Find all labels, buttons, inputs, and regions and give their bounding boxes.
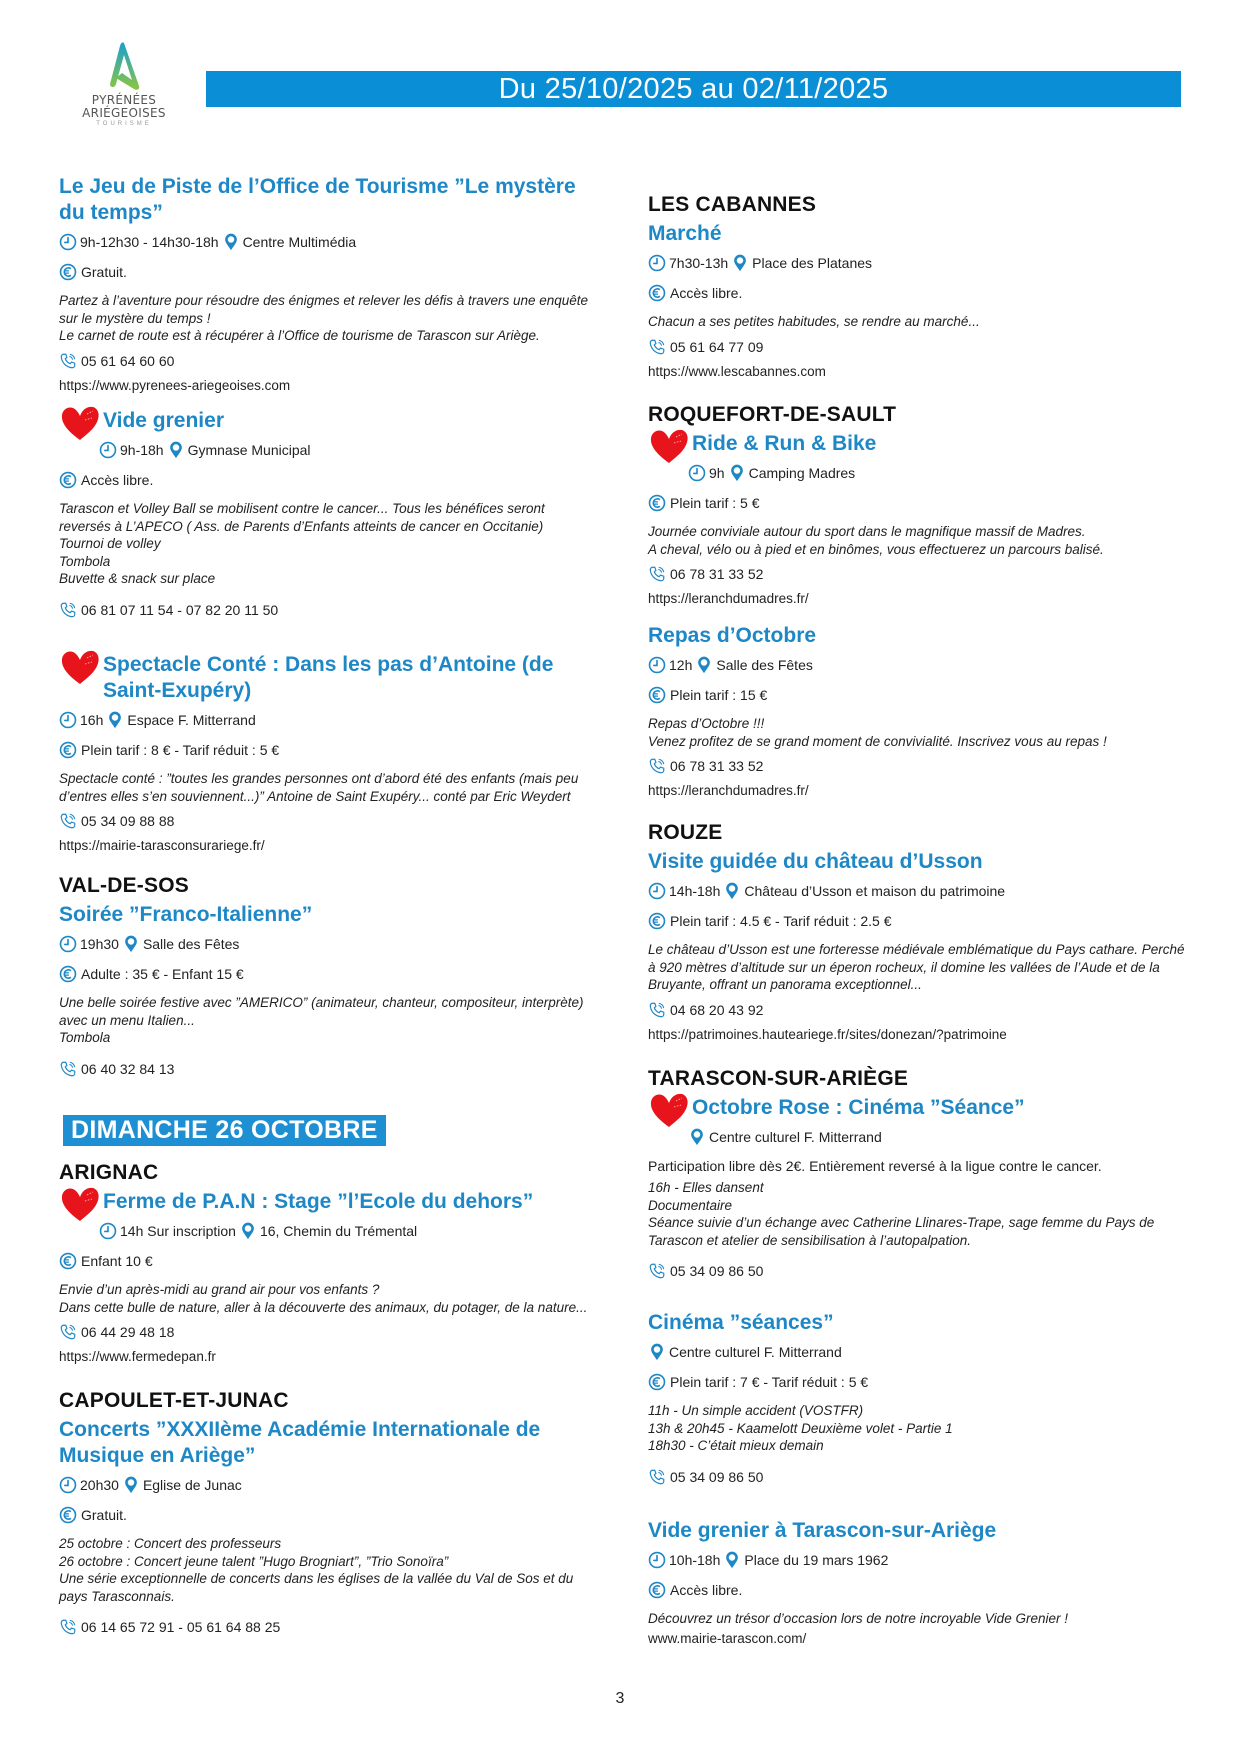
clock-icon bbox=[648, 656, 666, 674]
event-url[interactable]: https://www.pyrenees-ariegeoises.com bbox=[59, 377, 291, 393]
event-place: Place du 19 mars 1962 bbox=[744, 1552, 889, 1568]
map-pin-icon bbox=[239, 1222, 257, 1240]
map-pin-icon bbox=[167, 441, 185, 459]
event-place: Salle des Fêtes bbox=[142, 936, 240, 952]
event-phone-number: 06 78 31 33 52 bbox=[670, 566, 764, 582]
event-time: 9h-12h30 - 14h30-18h bbox=[80, 234, 219, 250]
event-title: Ride & Run & Bike bbox=[692, 432, 877, 455]
event-price bbox=[648, 1580, 1188, 1600]
event-description: Le château d’Usson est une forteresse médiévale emblématique du Pays cathare. Perché à 920 mètres d’altitude sur un éperon rocheux, il domine les vallées de l’Aude et de la Bruyante, offrant un panorama exceptionnel... bbox=[648, 942, 1185, 992]
event-phone bbox=[59, 1617, 599, 1637]
phone-icon bbox=[648, 757, 666, 775]
event-place: 16, Chemin du Trémental bbox=[259, 1223, 418, 1239]
map-pin-icon bbox=[728, 464, 746, 482]
heart-icon bbox=[59, 404, 101, 442]
phone-icon bbox=[59, 601, 77, 619]
euro-icon bbox=[59, 965, 77, 983]
event-time-place bbox=[59, 1475, 599, 1495]
event-description: Partez à l’aventure pour résoudre des énigmes et relever les défis à travers une enquête sur le mystère du temps ! Le carnet de route est à récupérer à l’Office de tourisme de Tarascon sur Ariège. bbox=[59, 293, 589, 343]
event-description: Envie d’un après-midi au grand air pour vos enfants ? Dans cette bulle de nature, aller à la découverte des animaux, du potager, de la nature... bbox=[59, 1282, 588, 1315]
event-price bbox=[59, 964, 599, 984]
euro-icon bbox=[59, 1252, 77, 1270]
event-price bbox=[648, 911, 1188, 931]
event-phone bbox=[59, 811, 599, 831]
clock-icon bbox=[59, 711, 77, 729]
event-time: 9h-18h bbox=[120, 442, 164, 458]
event-cinema-seances bbox=[648, 1310, 1188, 1487]
event-time-place bbox=[59, 1221, 599, 1241]
euro-icon bbox=[59, 1506, 77, 1524]
event-price bbox=[59, 1505, 599, 1525]
town-tarascon-sur-ariege bbox=[648, 1067, 1188, 1281]
event-title: Repas d’Octobre bbox=[648, 624, 817, 647]
event-time: 7h30-13h bbox=[669, 255, 729, 271]
event-price bbox=[648, 1372, 1188, 1392]
event-price bbox=[648, 493, 1188, 513]
town-name: ROUZE bbox=[648, 821, 723, 844]
event-time-place bbox=[648, 1550, 1188, 1570]
event-phone-number: 05 34 09 86 50 bbox=[670, 1468, 764, 1485]
event-price-text: Plein tarif : 5 € bbox=[670, 495, 760, 511]
event-url[interactable]: www.mairie-tarascon.com/ bbox=[648, 1630, 807, 1646]
event-time: 14h Sur inscription bbox=[120, 1223, 236, 1239]
event-jeu-de-piste bbox=[59, 174, 599, 395]
event-time: 9h bbox=[709, 465, 725, 481]
event-title: Soirée ”Franco-Italienne” bbox=[59, 903, 313, 926]
event-place: Centre culturel F. Mitterrand bbox=[669, 1344, 842, 1360]
event-time: 10h-18h bbox=[669, 1552, 721, 1568]
event-url[interactable]: https://mairie-tarasconsurariege.fr/ bbox=[59, 838, 265, 853]
event-phone bbox=[59, 1059, 599, 1079]
clock-icon bbox=[648, 254, 666, 272]
event-description: 11h - Un simple accident (VOSTFR) 13h & 20h45 - Kaamelott Deuxième volet - Partie 1 18h30 - C’était mieux demain bbox=[648, 1403, 953, 1453]
event-phone-number: 05 61 64 60 60 bbox=[81, 352, 175, 369]
map-pin-icon bbox=[222, 233, 240, 251]
event-time-place bbox=[59, 710, 599, 730]
clock-icon bbox=[688, 464, 706, 482]
event-phone bbox=[648, 1467, 1188, 1487]
euro-icon bbox=[648, 1581, 666, 1599]
event-price-text: Plein tarif : 7 € - Tarif réduit : 5 € bbox=[670, 1374, 869, 1390]
event-place: Salle des Fêtes bbox=[716, 657, 813, 673]
event-description: Spectacle conté : ”toutes les grandes personnes ont d’abord été des enfants (mais peu d’entres elles s’en souviennent...)” Antoine de Saint Exupéry... conté par Eric Weydert bbox=[59, 771, 579, 804]
event-title: Le Jeu de Piste de l’Office de Tourisme ”Le mystère du temps” bbox=[59, 175, 576, 224]
event-price-text: Accès libre. bbox=[670, 1582, 743, 1598]
event-phone-number: 06 81 07 11 54 - 07 82 20 11 50 bbox=[81, 601, 279, 618]
clock-icon bbox=[59, 935, 77, 953]
event-title: Vide grenier bbox=[103, 409, 224, 432]
event-description: Repas d’Octobre !!! Venez profitez de se grand moment de convivialité. Inscrivez vous au repas ! bbox=[648, 716, 1107, 749]
event-time-place bbox=[59, 934, 599, 954]
map-pin-icon bbox=[688, 1128, 706, 1146]
event-title: Octobre Rose : Cinéma ”Séance” bbox=[692, 1096, 1025, 1119]
event-description: 25 octobre : Concert des professeurs 26 octobre : Concert jeune talent ”Hugo Brogniart”, ”Trio Sonoïra” Une série exceptionnelle de concerts dans les églises de la vallée du Val de Sos et du pays Tarasconnais. bbox=[59, 1536, 574, 1604]
heart-icon bbox=[59, 648, 101, 686]
phone-icon bbox=[59, 352, 77, 370]
event-phone bbox=[648, 756, 1188, 776]
event-phone-number: 06 14 65 72 91 - 05 61 64 88 25 bbox=[81, 1619, 281, 1635]
event-phone bbox=[648, 1261, 1188, 1281]
map-pin-icon bbox=[106, 711, 124, 729]
event-phone-number: 06 40 32 84 13 bbox=[81, 1060, 175, 1077]
phone-icon bbox=[648, 1001, 666, 1019]
event-price-text: Accès libre. bbox=[670, 285, 743, 301]
event-place: Château d’Usson et maison du patrimoine bbox=[744, 883, 1006, 899]
town-rouze bbox=[648, 821, 1188, 1044]
event-url[interactable]: https://www.lescabannes.com bbox=[648, 363, 826, 379]
map-pin-icon bbox=[723, 1551, 741, 1569]
heart-icon bbox=[648, 427, 690, 465]
map-pin-icon bbox=[648, 1343, 666, 1361]
event-phone-number: 05 34 09 86 50 bbox=[670, 1263, 764, 1279]
phone-icon bbox=[648, 565, 666, 583]
event-url[interactable]: https://leranchdumadres.fr/ bbox=[648, 783, 809, 798]
euro-icon bbox=[648, 284, 666, 302]
logo-text-line3: TOURISME bbox=[96, 121, 152, 127]
map-pin-icon bbox=[731, 254, 749, 272]
town-name: ARIGNAC bbox=[59, 1161, 159, 1184]
event-price bbox=[648, 283, 1188, 303]
event-vide-grenier-tarascon bbox=[648, 1518, 1188, 1648]
event-time-place bbox=[648, 881, 1188, 901]
euro-icon bbox=[648, 686, 666, 704]
event-phone-number: 06 78 31 33 52 bbox=[670, 758, 764, 774]
event-title: Visite guidée du château d’Usson bbox=[648, 850, 983, 873]
event-price-text: Enfant 10 € bbox=[81, 1253, 153, 1269]
phone-icon bbox=[648, 338, 666, 356]
event-info: Participation libre dès 2€. Entièrement reversé à la ligue contre le cancer. bbox=[648, 1158, 1102, 1174]
event-url[interactable]: https://leranchdumadres.fr/ bbox=[648, 591, 809, 606]
event-description: Découvrez un trésor d’occasion lors de notre incroyable Vide Grenier ! bbox=[648, 1611, 1068, 1626]
event-url[interactable]: https://patrimoines.hauteariege.fr/sites/donezan/?patrimoine bbox=[648, 1026, 1007, 1042]
phone-icon bbox=[648, 1262, 666, 1280]
town-name: LES CABANNES bbox=[648, 193, 817, 216]
euro-icon bbox=[59, 263, 77, 281]
event-time: 19h30 bbox=[80, 936, 119, 952]
event-price-text: Gratuit. bbox=[81, 1507, 127, 1523]
map-pin-icon bbox=[122, 1476, 140, 1494]
event-vide-grenier bbox=[59, 408, 599, 620]
event-title: Concerts ”XXXIIème Académie Internationale de Musique en Ariège” bbox=[59, 1418, 541, 1467]
town-arignac bbox=[59, 1161, 599, 1366]
event-time-place bbox=[648, 253, 1188, 273]
map-pin-icon bbox=[122, 935, 140, 953]
town-roquefort-de-sault bbox=[648, 403, 1188, 608]
phone-icon bbox=[59, 812, 77, 830]
event-title: Marché bbox=[648, 222, 722, 245]
event-title: Cinéma ”séances” bbox=[648, 1311, 834, 1334]
event-title: Vide grenier à Tarascon-sur-Ariège bbox=[648, 1519, 997, 1542]
clock-icon bbox=[99, 441, 117, 459]
clock-icon bbox=[648, 882, 666, 900]
event-time-place bbox=[59, 440, 599, 460]
town-capoulet-et-junac bbox=[59, 1389, 599, 1637]
event-place: Centre Multimédia bbox=[242, 234, 357, 250]
event-place: Eglise de Junac bbox=[142, 1477, 242, 1493]
event-time-place bbox=[648, 463, 1188, 483]
event-place-row bbox=[648, 1127, 1188, 1147]
town-name: TARASCON-SUR-ARIÈGE bbox=[648, 1067, 909, 1090]
event-url[interactable]: https://www.fermedepan.fr bbox=[59, 1349, 216, 1364]
event-price bbox=[59, 262, 599, 282]
event-time: 16h bbox=[80, 712, 104, 728]
event-phone-number: 04 68 20 43 92 bbox=[670, 1001, 764, 1018]
event-price bbox=[59, 470, 599, 490]
euro-icon bbox=[648, 494, 666, 512]
event-phone bbox=[648, 337, 1188, 357]
event-price-text: Plein tarif : 4.5 € - Tarif réduit : 2.5 € bbox=[670, 913, 892, 929]
date-range-header: Du 25/10/2025 au 02/11/2025 bbox=[206, 71, 1181, 107]
clock-icon bbox=[648, 1551, 666, 1569]
event-price bbox=[59, 1251, 599, 1271]
euro-icon bbox=[648, 1373, 666, 1391]
event-phone-number: 05 34 09 88 88 bbox=[81, 813, 175, 829]
event-price-text: Gratuit. bbox=[81, 264, 127, 280]
map-pin-icon bbox=[723, 882, 741, 900]
map-pin-icon bbox=[695, 656, 713, 674]
phone-icon bbox=[59, 1323, 77, 1341]
event-repas-octobre bbox=[648, 623, 1188, 800]
event-phone bbox=[648, 564, 1188, 584]
town-name: ROQUEFORT-DE-SAULT bbox=[648, 403, 897, 426]
event-description: Journée conviviale autour du sport dans le magnifique massif de Madres. A cheval, vélo ou à pied et en binômes, vous effectuerez un parcours balisé. bbox=[648, 524, 1104, 557]
euro-icon bbox=[59, 471, 77, 489]
event-description: Une belle soirée festive avec ”AMERICO” (animateur, chanteur, compositeur, interprète) avec un menu Italien... Tombola bbox=[59, 995, 584, 1045]
event-title: Ferme de P.A.N : Stage ”l’Ecole du dehors” bbox=[103, 1190, 534, 1213]
euro-icon bbox=[59, 741, 77, 759]
event-price bbox=[59, 740, 599, 760]
event-title: Spectacle Conté : Dans les pas d’Antoine (de Saint-Exupéry) bbox=[103, 653, 554, 702]
event-description: 16h - Elles dansent Documentaire Séance suivie d’un échange avec Catherine Llinares-Trape, sage femme du Pays de Tarascon et atelier de sensibilisation à l’autopalpation. bbox=[648, 1180, 1155, 1248]
event-place: Place des Platanes bbox=[752, 255, 873, 271]
event-description: Tarascon et Volley Ball se mobilisent contre le cancer... Tous les bénéfices seront reversés à L’APECO ( Ass. de Parents d’Enfants atteints de cancer en Occitanie) Tournoi de volley Tombola Buvette & snack sur place bbox=[59, 501, 545, 586]
event-phone bbox=[59, 600, 599, 620]
event-phone-number: 05 61 64 77 09 bbox=[670, 338, 764, 355]
page-number: 3 bbox=[615, 1690, 625, 1707]
event-time-place bbox=[59, 232, 599, 252]
event-price-text: Plein tarif : 15 € bbox=[670, 687, 768, 703]
day-banner: DIMANCHE 26 OCTOBRE bbox=[63, 1115, 386, 1146]
left-column bbox=[59, 0, 599, 1680]
event-price-text: Plein tarif : 8 € - Tarif réduit : 5 € bbox=[81, 742, 280, 758]
town-les-cabannes bbox=[648, 193, 1188, 381]
heart-icon bbox=[648, 1091, 690, 1129]
event-time-place bbox=[648, 655, 1188, 675]
town-name: VAL-DE-SOS bbox=[59, 874, 189, 897]
town-name: CAPOULET-ET-JUNAC bbox=[59, 1389, 289, 1412]
clock-icon bbox=[59, 1476, 77, 1494]
event-phone bbox=[648, 1000, 1188, 1020]
event-place: Centre culturel F. Mitterrand bbox=[709, 1129, 882, 1145]
logo-text-line1: PYRÉNÉES bbox=[91, 93, 157, 107]
euro-icon bbox=[648, 912, 666, 930]
clock-icon bbox=[59, 233, 77, 251]
phone-icon bbox=[648, 1468, 666, 1486]
event-phone bbox=[59, 351, 599, 371]
event-time: 20h30 bbox=[80, 1477, 119, 1493]
clock-icon bbox=[99, 1222, 117, 1240]
event-phone bbox=[59, 1322, 599, 1342]
event-time: 12h bbox=[669, 657, 693, 673]
event-place: Gymnase Municipal bbox=[187, 442, 311, 458]
event-place: Espace F. Mitterrand bbox=[127, 712, 256, 728]
event-place-row bbox=[648, 1342, 1188, 1362]
event-price-text: Accès libre. bbox=[81, 472, 154, 488]
event-price bbox=[648, 685, 1188, 705]
town-val-de-sos bbox=[59, 874, 599, 1079]
event-phone-number: 06 44 29 48 18 bbox=[81, 1324, 175, 1340]
phone-icon bbox=[59, 1618, 77, 1636]
event-time: 14h-18h bbox=[669, 883, 721, 899]
right-column bbox=[648, 0, 1188, 1680]
heart-icon bbox=[59, 1185, 101, 1223]
event-spectacle-conte bbox=[59, 652, 599, 855]
phone-icon bbox=[59, 1060, 77, 1078]
event-place: Camping Madres bbox=[748, 465, 856, 481]
event-description: Chacun a ses petites habitudes, se rendre au marché... bbox=[648, 314, 980, 329]
logo-text-line2: ARIÉGEOISES bbox=[82, 106, 166, 120]
event-price-text: Adulte : 35 € - Enfant 15 € bbox=[81, 966, 244, 982]
